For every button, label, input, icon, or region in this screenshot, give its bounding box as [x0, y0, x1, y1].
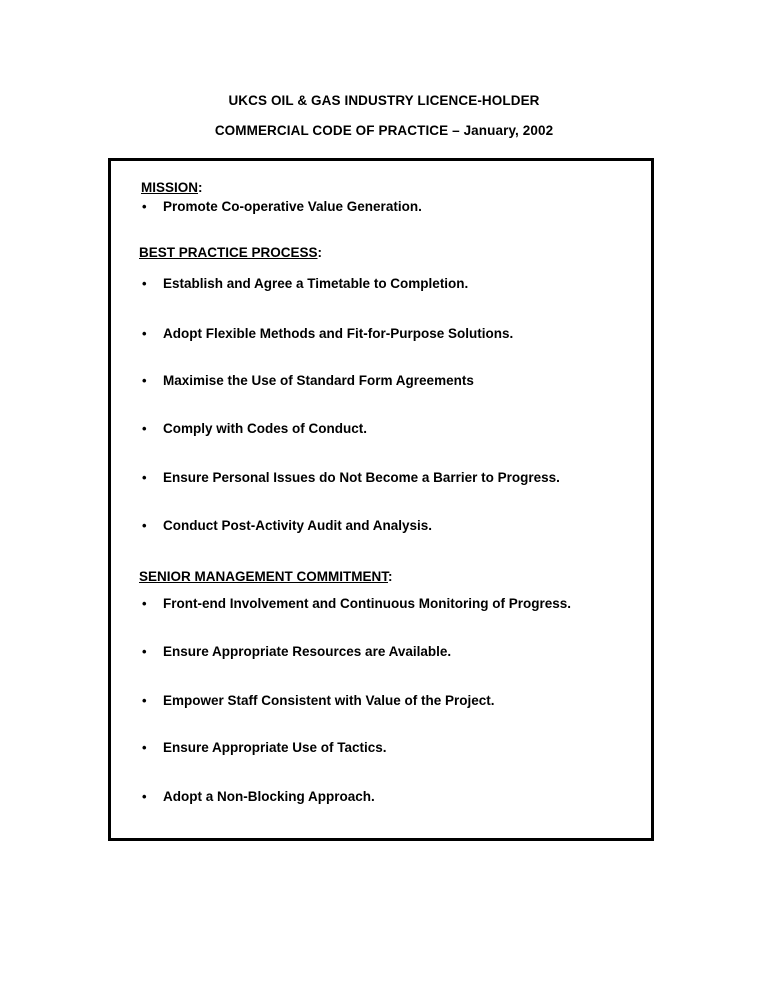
- document-title-line-1: UKCS OIL & GAS INDUSTRY LICENCE-HOLDER: [228, 93, 540, 108]
- best-practice-item-text: Ensure Personal Issues do Not Become a Barrier to Progress.: [163, 470, 560, 485]
- senior-management-heading: [139, 569, 393, 584]
- mission-heading: [141, 180, 203, 195]
- best-practice-item-text: Adopt Flexible Methods and Fit-for-Purpose Solutions.: [163, 326, 514, 341]
- bullet-icon: •: [142, 470, 147, 485]
- best-practice-heading: [139, 245, 322, 260]
- bullet-icon: •: [142, 693, 147, 708]
- best-practice-item-text: Comply with Codes of Conduct.: [163, 421, 367, 436]
- bullet-icon: •: [142, 373, 147, 388]
- bullet-icon: •: [142, 518, 147, 533]
- document-title-line-2: COMMERCIAL CODE OF PRACTICE – January, 2002: [214, 123, 554, 138]
- bullet-icon: •: [142, 326, 147, 341]
- best-practice-heading-colon: :: [317, 245, 323, 260]
- senior-management-item-text: Empower Staff Consistent with Value of the Project.: [163, 693, 495, 708]
- bullet-icon: •: [142, 789, 147, 804]
- bullet-icon: •: [142, 199, 147, 214]
- bullet-icon: •: [142, 596, 147, 611]
- senior-management-item-text: Ensure Appropriate Resources are Available.: [163, 644, 452, 659]
- best-practice-item-text: Establish and Agree a Timetable to Completion.: [163, 276, 469, 291]
- senior-management-item-text: Front-end Involvement and Continuous Monitoring of Progress.: [163, 596, 571, 611]
- bullet-icon: •: [142, 421, 147, 436]
- senior-management-heading-text: SENIOR MANAGEMENT COMMITMENT: [139, 569, 388, 584]
- mission-item-text: Promote Co-operative Value Generation.: [163, 199, 422, 214]
- best-practice-heading-text: BEST PRACTICE PROCESS: [139, 245, 318, 260]
- mission-heading-colon: :: [198, 180, 203, 195]
- senior-management-item-text: Ensure Appropriate Use of Tactics.: [163, 740, 387, 755]
- best-practice-item-text: Conduct Post-Activity Audit and Analysis.: [163, 518, 433, 533]
- senior-management-heading-colon: :: [388, 569, 393, 584]
- mission-heading-text: MISSION: [141, 180, 199, 195]
- content-frame: [108, 158, 654, 841]
- bullet-icon: •: [142, 276, 147, 291]
- bullet-icon: •: [142, 644, 147, 659]
- senior-management-item-text: Adopt a Non-Blocking Approach.: [163, 789, 375, 804]
- bullet-icon: •: [142, 740, 147, 755]
- best-practice-item-text: Maximise the Use of Standard Form Agreements: [163, 373, 474, 388]
